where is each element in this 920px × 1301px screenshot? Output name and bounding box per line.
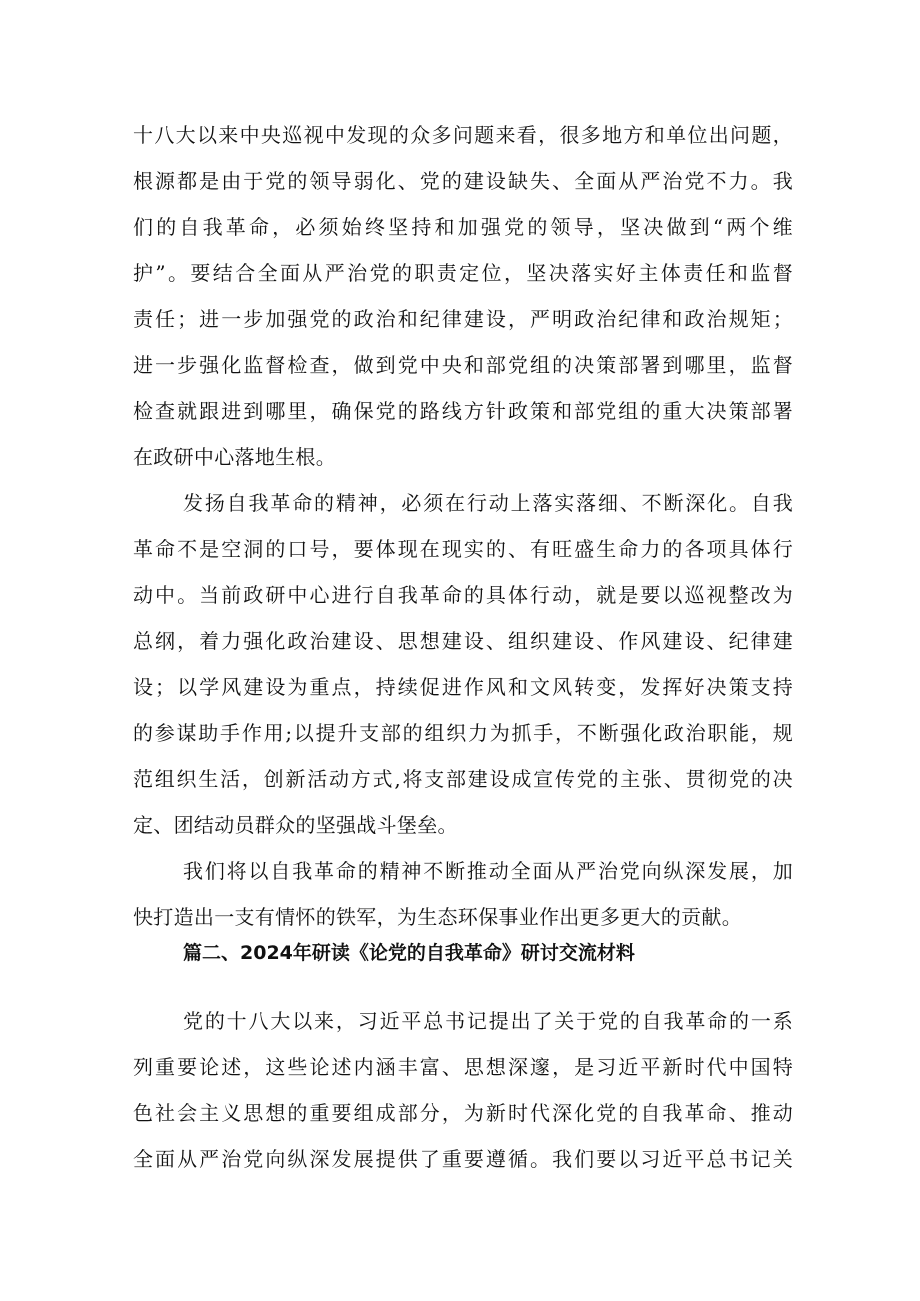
paragraph-line: 们的自我革命，必须始终坚持和加强党的领导，坚决做到“两个维 bbox=[133, 215, 793, 239]
paragraph-line: 在政研中心落地生根。 bbox=[133, 445, 336, 469]
paragraph-line: 我们将以自我革命的精神不断推动全面从严治党向纵深发展，加 bbox=[183, 859, 793, 883]
paragraph-line: 革命不是空洞的口号，要体现在现实的、有旺盛生命力的各项具体行 bbox=[133, 537, 793, 561]
paragraph-line: 发扬自我革命的精神，必须在行动上落实落细、不断深化。自我 bbox=[183, 491, 793, 515]
paragraph-line: 动中。当前政研中心进行自我革命的具体行动，就是要以巡视整改为 bbox=[133, 583, 793, 607]
paragraph-line: 的参谋助手作用;以提升支部的组织力为抓手，不断强化政治职能，规 bbox=[133, 721, 793, 745]
paragraph-line: 范组织生活，创新活动方式,将支部建设成宣传党的主张、贯彻党的决 bbox=[133, 767, 793, 791]
paragraph-line: 总纲，着力强化政治建设、思想建设、组织建设、作风建设、纪律建 bbox=[133, 629, 793, 653]
paragraph-line: 色社会主义思想的重要组成部分，为新时代深化党的自我革命、推动 bbox=[133, 1101, 793, 1125]
paragraph-line: 设；以学风建设为重点，持续促进作风和文风转变，发挥好决策支持 bbox=[133, 675, 793, 699]
paragraph-line: 进一步强化监督检查，做到党中央和部党组的决策部署到哪里，监督 bbox=[133, 353, 793, 377]
paragraph-line: 检查就跟进到哪里，确保党的路线方针政策和部党组的重大决策部署 bbox=[133, 399, 793, 423]
paragraph-line: 列重要论述，这些论述内涵丰富、思想深邃，是习近平新时代中国特 bbox=[133, 1055, 793, 1079]
paragraph-line: 根源都是由于党的领导弱化、党的建设缺失、全面从严治党不力。我 bbox=[133, 169, 793, 193]
paragraph-line: 全面从严治党向纵深发展提供了重要遵循。我们要以习近平总书记关 bbox=[133, 1147, 793, 1171]
paragraph-line: 护”。要结合全面从严治党的职责定位，坚决落实好主体责任和监督 bbox=[133, 261, 793, 285]
paragraph-line: 十八大以来中央巡视中发现的众多问题来看，很多地方和单位出问题， bbox=[133, 123, 793, 147]
section-heading: 篇二、2024年研读《论党的自我革命》研讨交流材料 bbox=[183, 942, 635, 964]
paragraph-line: 责任；进一步加强党的政治和纪律建设，严明政治纪律和政治规矩； bbox=[133, 307, 793, 331]
paragraph-line: 快打造出一支有情怀的铁军，为生态环保事业作出更多更大的贡献。 bbox=[133, 905, 742, 929]
paragraph-line: 党的十八大以来，习近平总书记提出了关于党的自我革命的一系 bbox=[183, 1009, 793, 1033]
paragraph-line: 定、团结动员群众的坚强战斗堡垒。 bbox=[133, 813, 458, 837]
